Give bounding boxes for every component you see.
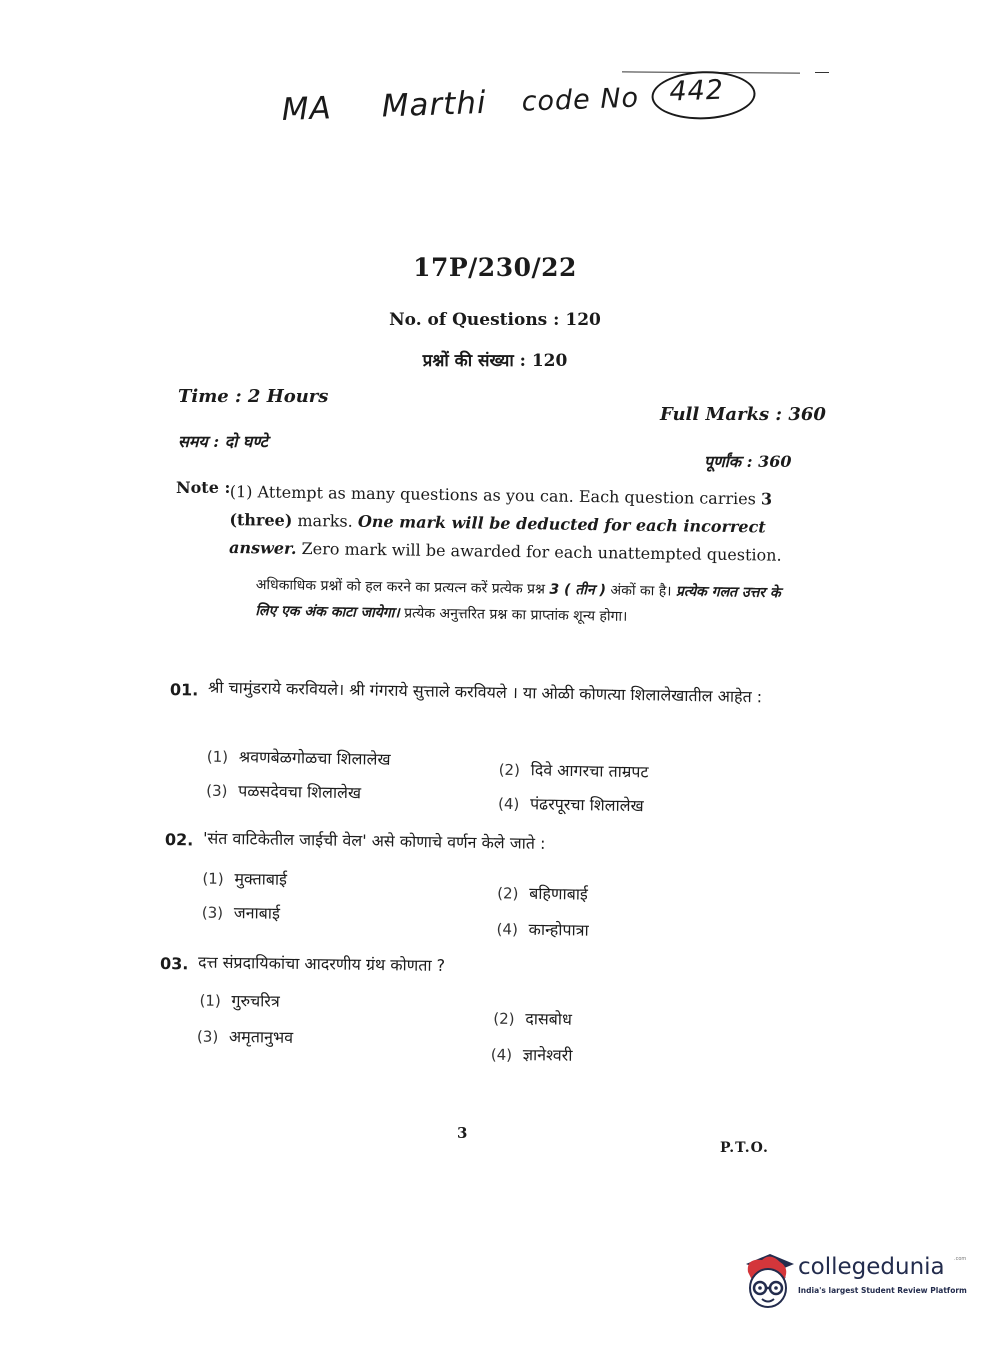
note-en-emphasis: One mark will be deducted for each incorrect answer. — [228, 511, 766, 558]
question-number: 03. — [159, 954, 189, 974]
question-number: 02. — [164, 830, 194, 850]
note-hi-emphasis: प्रत्येक गलत उत्तर के लिए एक अंक काटा जायेगा। — [255, 583, 781, 622]
note-hi-marks: 3 ( तीन ) — [549, 581, 607, 599]
option-4: (4) ज्ञानेश्वरी — [490, 1045, 573, 1065]
note-en-part1: Attempt as many questions as you can. Each question carries — [257, 482, 757, 509]
handwritten-code-label: code No — [521, 82, 640, 118]
time-hi: समय : दो घण्टे — [178, 432, 268, 451]
option-1: (1) श्रवणबेळगोळचा शिलालेख — [206, 747, 391, 769]
note-hi-part2: अंकों का है। — [610, 582, 672, 600]
option-2: (2) दासबोध — [493, 1009, 572, 1029]
note-english — [229, 478, 802, 570]
option-1: (1) मुक्ताबाई — [202, 869, 288, 889]
top-dash — [815, 72, 829, 73]
logo-tagline: India's largest Student Review Platform — [798, 1286, 967, 1295]
note-number: (1) — [229, 481, 253, 502]
note-hindi — [255, 572, 804, 633]
option-1: (1) गुरुचरित्र — [199, 991, 280, 1011]
handwritten-code: 442 — [668, 74, 725, 108]
note-en-marks: 3 (three) — [229, 489, 773, 530]
note-en-part3: Zero mark will be awarded for each unattempted question. — [301, 539, 782, 565]
full-marks-en: Full Marks : 360 — [660, 404, 826, 425]
handwritten-annotation — [281, 69, 763, 146]
time-en: Time : 2 Hours — [178, 386, 329, 407]
option-4: (4) कान्होपात्रा — [496, 919, 589, 940]
handwritten-ma: MA — [281, 90, 333, 128]
collegedunia-logo — [740, 1246, 980, 1316]
num-questions-hi: प्रश्नों की संख्या : 120 — [422, 351, 568, 371]
full-marks-hi: पूर्णांक : 360 — [704, 452, 792, 471]
paper-code: 17P/230/22 — [413, 253, 577, 282]
option-3: (3) पळसदेवचा शिलालेख — [206, 781, 362, 803]
pto-label: P.T.O. — [720, 1140, 769, 1156]
option-3: (3) अमृतानुभव — [196, 1026, 294, 1047]
mascot-icon — [740, 1250, 796, 1312]
question-number: 01. — [169, 680, 199, 700]
page-number: 3 — [457, 1124, 468, 1142]
note-label: Note : — [176, 478, 231, 497]
logo-wordmark: collegedunia — [798, 1254, 945, 1280]
question-text: 'संत वाटिकेतील जाईची वेल' असे कोणाचे वर्णन केले जाते : — [202, 828, 546, 853]
option-4: (4) पंढरपूरचा शिलालेख — [497, 794, 644, 816]
note-hi-part1: अधिकाधिक प्रश्नों को हल करने का प्रत्यत्न करें प्रत्येक प्रश्न — [255, 576, 546, 598]
handwritten-subject: Marthi — [381, 84, 488, 125]
question-text: श्री चामुंडराये करवियले। श्री गंगराये सुत्ताले करवियले । या ओळी कोणत्या शिलालेखातील आहेत : — [207, 677, 763, 707]
logo-suffix: .com — [954, 1256, 967, 1262]
note-hi-part3: प्रत्येक अनुत्तरित प्रश्न का प्राप्तांक शून्य होगा। — [404, 605, 628, 625]
question-text: दत्त संप्रदायिकांचा आदरणीय ग्रंथ कोणता ? — [197, 952, 446, 975]
num-questions-en: No. of Questions : 120 — [389, 310, 601, 330]
option-2: (2) बहिणाबाई — [497, 883, 588, 904]
option-3: (3) जनाबाई — [201, 903, 281, 923]
option-2: (2) दिवे आगरचा ताम्रपट — [498, 760, 649, 782]
note-en-part2: marks. — [297, 510, 353, 531]
